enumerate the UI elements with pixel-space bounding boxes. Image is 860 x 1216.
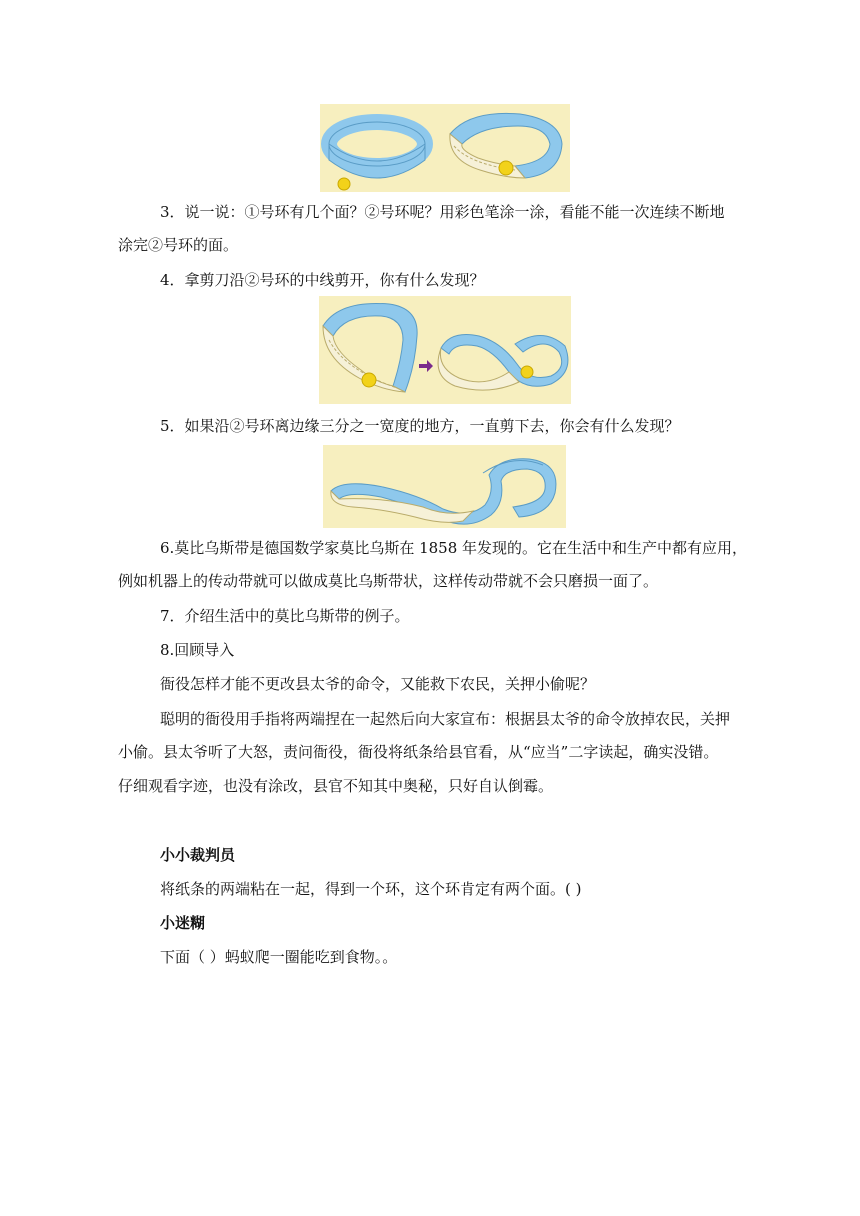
paragraph-4: 4．拿剪刀沿②号环的中线剪开，你有什么发现？: [160, 271, 485, 289]
figure-ring-cut: [319, 296, 571, 404]
paragraph-10-line-1: 聪明的衙役用手指将两端捏在一起然后向大家宣布：根据县太爷的命令放掉农民，关押: [160, 710, 731, 728]
paragraph-8: 8.回顾导入: [160, 641, 235, 659]
paragraph-6-line-2: 例如机器上的传动带就可以做成莫比乌斯带状，这样传动带就不会只磨损一面了。: [118, 572, 659, 590]
paragraph-9: 衙役怎样才能不更改县太爷的命令，又能救下农民，关押小偷呢？: [160, 675, 596, 693]
maze-question: 下面（ ）蚂蚁爬一圈能吃到食物。。: [160, 948, 398, 966]
paragraph-10-line-3: 仔细观看字迹，也没有涂改，县官不知其中奥秘，只好自认倒霉。: [118, 777, 554, 795]
ring-cut-illustration: [319, 296, 571, 404]
figure-two-rings: [320, 104, 570, 192]
figure-long-loop: [323, 445, 566, 528]
paragraph-10-line-2: 小偷。县太爷听了大怒，责问衙役，衙役将纸条给县官看，从“应当”二字读起，确实没错。: [118, 743, 719, 761]
long-loop-illustration: [323, 445, 566, 528]
heading-little-confused: 小迷糊: [160, 914, 206, 932]
paragraph-5: 5．如果沿②号环离边缘三分之一宽度的地方，一直剪下去，你会有什么发现？: [160, 417, 680, 435]
judge-statement: 将纸条的两端粘在一起，得到一个环，这个环肯定有两个面。( ): [160, 880, 582, 898]
two-rings-illustration: [320, 104, 570, 192]
paragraph-3-line-2: 涂完②号环的面。: [118, 236, 239, 254]
paragraph-6-line-1: 6.莫比乌斯带是德国数学家莫比乌斯在 1858 年发现的。它在生活中和生产中都有应用，: [160, 539, 748, 557]
heading-little-judge: 小小裁判员: [160, 846, 236, 864]
paragraph-3-line-1: 3．说一说：①号环有几个面？②号环呢？用彩色笔涂一涂，看能不能一次连续不断地: [160, 203, 725, 221]
paragraph-7: 7．介绍生活中的莫比乌斯带的例子。: [160, 607, 410, 625]
